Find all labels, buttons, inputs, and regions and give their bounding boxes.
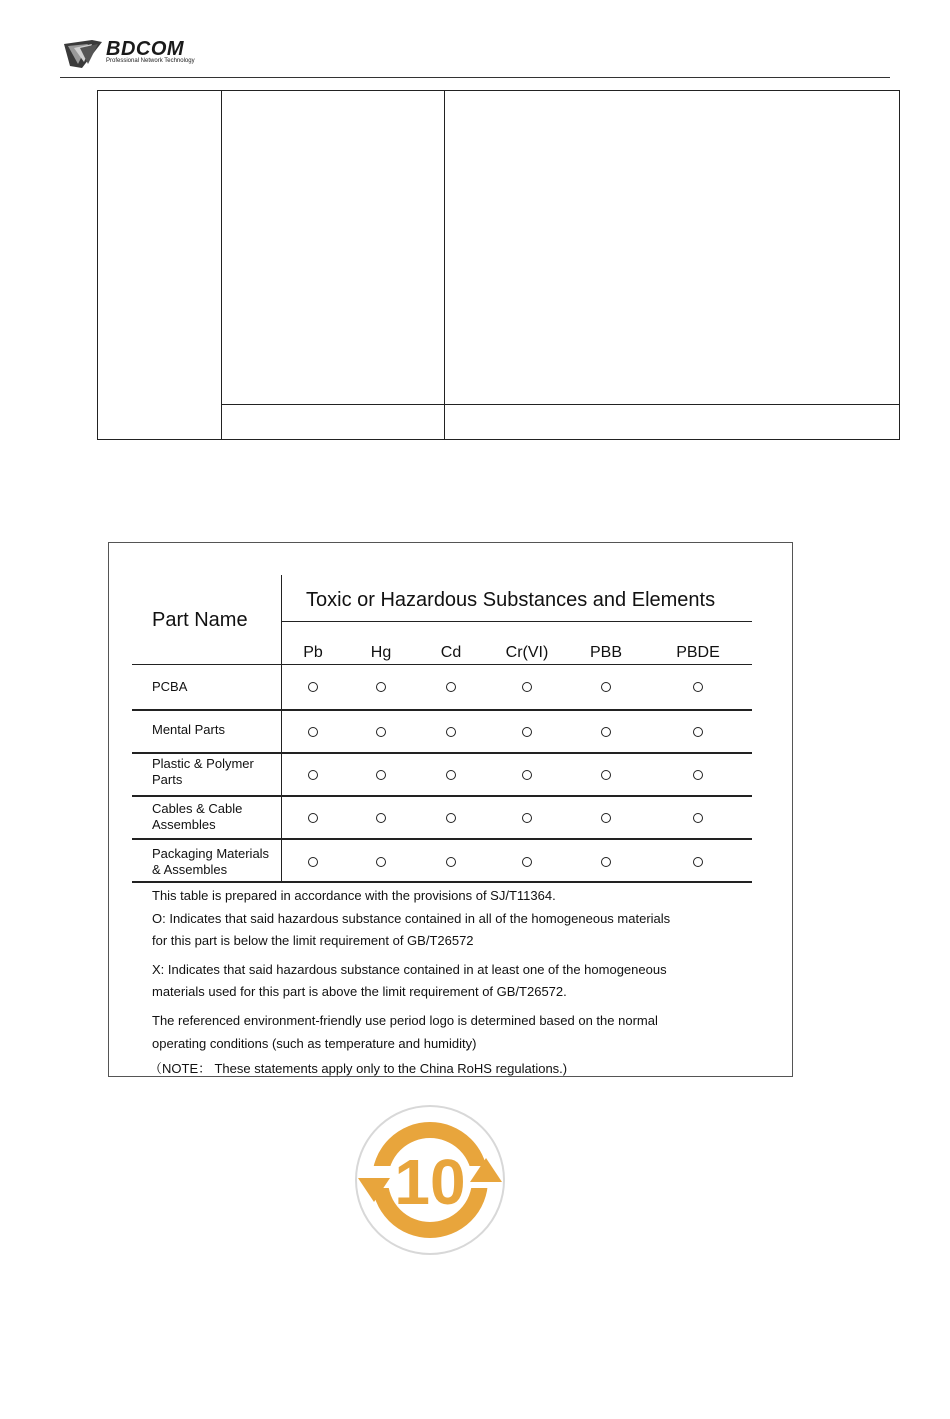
compliance-mark	[376, 770, 386, 780]
note-line: This table is prepared in accordance with the provisions of SJ/T11364.	[152, 888, 556, 903]
row-label-cables	[152, 801, 242, 833]
table-divider	[221, 404, 899, 405]
row-label-line: Parts	[152, 772, 183, 787]
compliance-mark	[446, 682, 456, 692]
compliance-mark	[446, 813, 456, 823]
compliance-mark	[308, 682, 318, 692]
compliance-mark	[693, 727, 703, 737]
table-divider	[132, 709, 752, 711]
row-label-plastic-parts	[152, 756, 254, 788]
compliance-mark	[693, 857, 703, 867]
part-name-header: Part Name	[152, 609, 248, 631]
compliance-mark	[376, 727, 386, 737]
compliance-mark	[522, 770, 532, 780]
table-divider	[132, 664, 752, 665]
compliance-mark	[601, 682, 611, 692]
compliance-mark	[308, 813, 318, 823]
row-label-line: PCBA	[152, 679, 188, 694]
header-divider	[60, 77, 890, 78]
compliance-mark	[693, 682, 703, 692]
row-label-packaging	[152, 846, 269, 878]
brand-tagline: Professional Network Technology	[106, 58, 195, 64]
compliance-mark	[693, 770, 703, 780]
note-line: for this part is below the limit requirement of GB/T26572	[152, 933, 474, 948]
note-line: materials used for this part is above the limit requirement of GB/T26572.	[152, 984, 567, 999]
row-label-line: Assembles	[152, 817, 216, 832]
note-line: X: Indicates that said hazardous substance contained in at least one of the homogeneous	[152, 962, 667, 977]
row-label-line: Packaging Materials	[152, 846, 270, 861]
column-header: Hg	[370, 644, 392, 661]
compliance-mark	[376, 857, 386, 867]
bdcom-logo	[62, 38, 202, 72]
compliance-mark	[522, 727, 532, 737]
compliance-mark	[522, 813, 532, 823]
column-header: Cd	[440, 644, 462, 661]
column-header: Cr(VI)	[505, 644, 549, 661]
continued-table	[97, 90, 900, 440]
compliance-mark	[376, 682, 386, 692]
column-header: Pb	[303, 644, 323, 661]
bdcom-logo-mark	[62, 38, 106, 70]
column-header: PBB	[589, 644, 622, 661]
table-divider	[132, 838, 752, 840]
row-label-line: & Assembles	[152, 862, 228, 877]
note-line: （NOTE： These statements apply only to the China RoHS regulations.)	[149, 1061, 568, 1076]
row-label-line: Cables & Cable	[152, 801, 243, 816]
compliance-mark	[308, 770, 318, 780]
note-line: The referenced environment-friendly use period logo is determined based on the normal	[152, 1013, 658, 1028]
substances-header: Toxic or Hazardous Substances and Elements	[306, 589, 716, 611]
table-divider	[281, 621, 752, 622]
period-number: 10	[394, 1146, 466, 1218]
note-line: O: Indicates that said hazardous substance contained in all of the homogeneous materials	[152, 911, 671, 926]
compliance-mark	[601, 727, 611, 737]
compliance-mark	[601, 770, 611, 780]
compliance-mark	[308, 727, 318, 737]
recycle-period-icon	[354, 1104, 506, 1256]
compliance-mark	[376, 813, 386, 823]
column-header: PBDE	[676, 644, 720, 661]
row-label-metal-parts	[152, 722, 225, 738]
row-label-line: Plastic & Polymer	[152, 756, 254, 771]
note-line: operating conditions (such as temperature and humidity)	[152, 1036, 477, 1051]
compliance-mark	[522, 857, 532, 867]
compliance-mark	[601, 813, 611, 823]
table-divider	[221, 91, 222, 439]
compliance-mark	[308, 857, 318, 867]
environment-friendly-use-period-logo	[354, 1104, 506, 1256]
compliance-mark	[446, 857, 456, 867]
rohs-substance-table	[108, 542, 793, 1077]
compliance-mark	[446, 770, 456, 780]
brand-name: BDCOM	[106, 38, 185, 60]
table-divider	[444, 91, 445, 439]
row-label-pcba	[152, 679, 187, 695]
table-divider	[132, 752, 752, 754]
table-divider	[132, 881, 752, 883]
compliance-mark	[522, 682, 532, 692]
row-label-line: Mental Parts	[152, 722, 225, 737]
compliance-mark	[693, 813, 703, 823]
compliance-mark	[601, 857, 611, 867]
table-divider	[132, 795, 752, 797]
compliance-mark	[446, 727, 456, 737]
